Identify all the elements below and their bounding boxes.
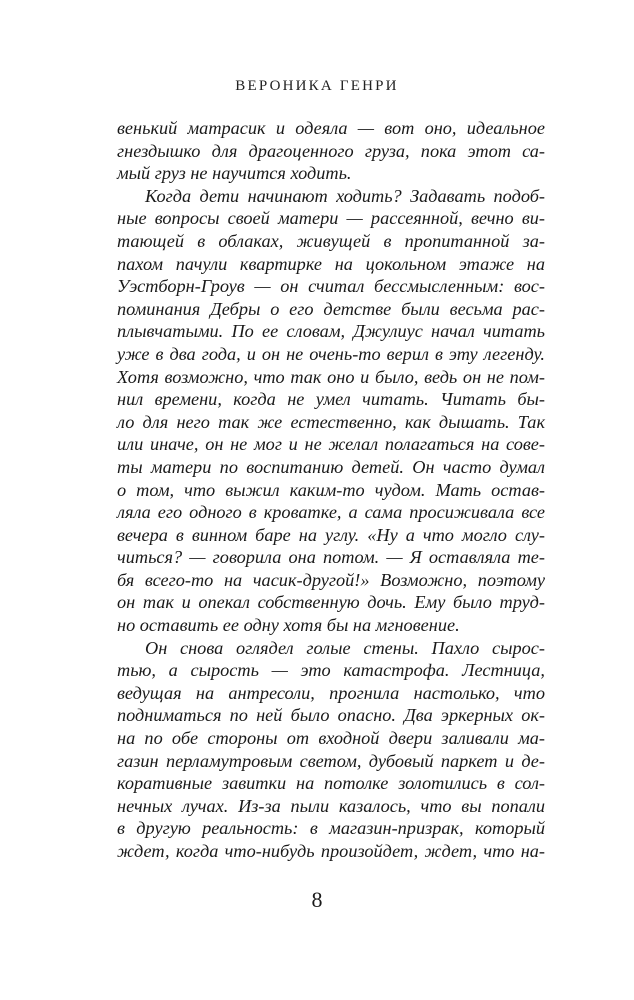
text-line: плывчатыми. По ее словам, Джулиус начал читать — [117, 321, 545, 342]
text-line: ляла его одного в кроватке, а сама просиживала все — [117, 502, 545, 523]
text-line: коративные завитки на потолке золотились в сол- — [117, 773, 545, 794]
text-line: ные вопросы своей матери — рассеянной, вечно ви- — [117, 208, 545, 229]
text-line: гнездышко для драгоценного груза, пока этот са- — [117, 140, 545, 161]
text-line: он так и опекал собственную дочь. Ему было труд- — [117, 592, 545, 613]
text-line: подниматься по ней было опасно. Два эркерных ок- — [117, 705, 545, 726]
running-title: ВЕРОНИКА ГЕНРИ — [235, 78, 399, 94]
text-line: тающей в облаках, живущей в пропитанной за- — [117, 230, 545, 251]
text-line: пахом пачули квартирке на цокольном этаже на — [117, 253, 545, 274]
text-line: ведущая на антресоли, прогнила настолько, что — [117, 682, 545, 703]
text-line: ты матери по воспитанию детей. Он часто думал — [117, 456, 545, 477]
text-line: поминания Дебры о его детстве были весьма рас- — [117, 298, 545, 319]
text-line: Хотя возможно, что так оно и было, ведь он не пом- — [117, 366, 545, 387]
text-line: Уэстборн-Гроув — он считал бессмысленным: вос- — [117, 276, 545, 297]
text-line: Он снова оглядел голые стены. Пахло сырос- — [145, 637, 545, 658]
text-line: но оставить ее одну хотя бы на мгновение. — [117, 615, 460, 636]
text-line: Когда дети начинают ходить? Задавать подоб- — [145, 185, 545, 206]
text-line: нил времени, когда не умел читать. Читать бы- — [117, 389, 545, 410]
text-line: бя всего-то на часик-другой!» Возможно, поэтому — [117, 569, 545, 590]
text-line: уже в два года, и он не очень-то верил в эту легенду. — [117, 343, 545, 364]
text-line: мый груз не научится ходить. — [117, 163, 352, 184]
text-line: или иначе, он не мог и не желал полагаться на сове- — [117, 434, 545, 455]
body-text — [117, 117, 545, 863]
text-line: о том, что выжил каким-то чудом. Мать остав- — [117, 479, 545, 500]
text-line: нечных лучах. Из-за пыли казалось, что вы попали — [117, 795, 545, 816]
page-number: 8 — [311, 887, 323, 912]
text-line: вечера в винном баре на углу. «Ну а что могло слу- — [117, 524, 545, 545]
text-line: читься? — говорила она потом. — Я оставляла те- — [117, 547, 545, 568]
text-line: на по обе стороны от входной двери заливали ма- — [117, 728, 545, 749]
text-line: в другую реальность: в магазин-призрак, который — [117, 818, 545, 839]
text-line: венький матрасик и одеяла — вот оно, идеальное — [117, 118, 545, 138]
text-line: тью, а сырость — это катастрофа. Лестница, — [117, 660, 545, 681]
text-line: ло для него так же естественно, как дышать. Так — [117, 411, 545, 432]
text-line: газин перламутровым светом, дубовый паркет и де- — [117, 750, 545, 771]
text-line: ждет, когда что-нибудь произойдет, ждет, что на- — [117, 841, 545, 861]
